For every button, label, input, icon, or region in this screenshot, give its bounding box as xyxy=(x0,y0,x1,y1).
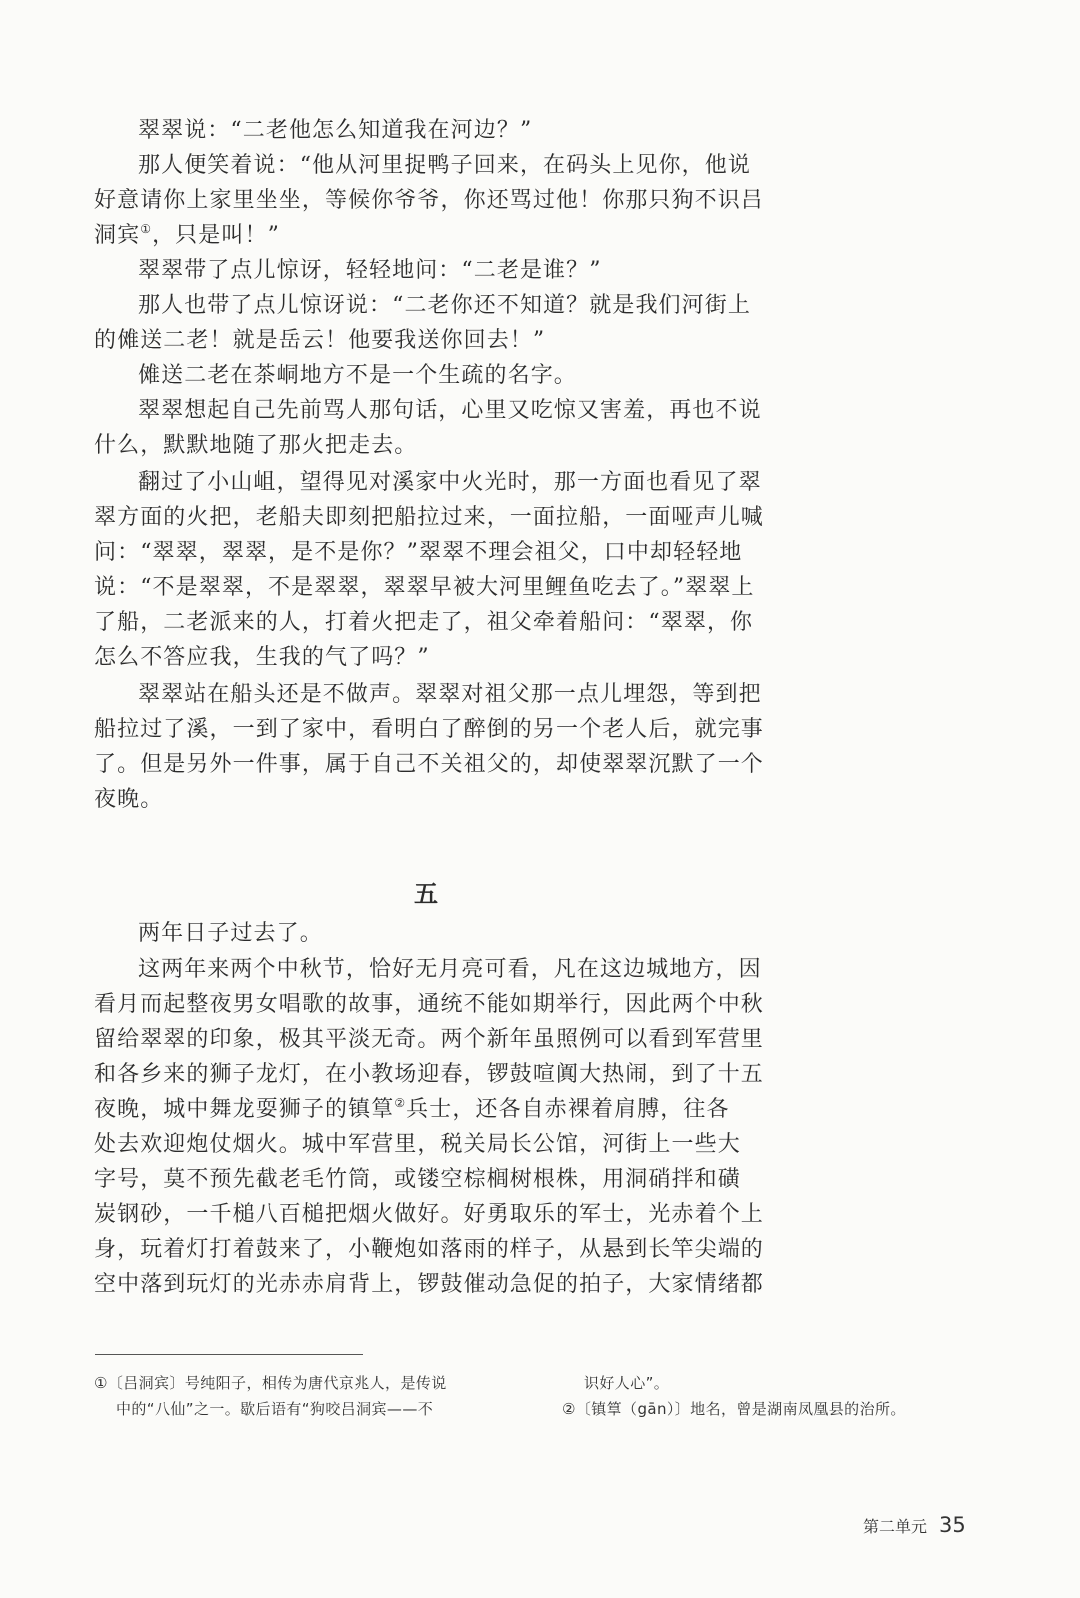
footnote-divider xyxy=(95,1354,363,1355)
paragraph-line: 翠翠说：“二老他怎么知道我在河边？” xyxy=(138,118,533,143)
paragraph-line: 船拉过了溪，一到了家中，看明白了醉倒的另一个老人后，就完事 xyxy=(94,717,764,742)
paragraph-line: 留给翠翠的印象，极其平淡无奇。两个新年虽照例可以看到军营里 xyxy=(94,1027,764,1052)
paragraph-line: 那人也带了点儿惊讶说：“二老你还不知道？就是我们河街上 xyxy=(138,293,751,318)
paragraph-line: 好意请你上家里坐坐，等候你爷爷，你还骂过他！你那只狗不识吕 xyxy=(94,188,764,213)
text-run: ，只是叫！” xyxy=(152,223,280,248)
paragraph-line: 了。但是另外一件事，属于自己不关祖父的，却使翠翠沉默了一个 xyxy=(94,752,764,777)
text-run: 洞宾 xyxy=(94,223,141,248)
paragraph-line: 字号，莫不预先截老毛竹筒，或镂空棕榈树根株，用洞硝拌和磺 xyxy=(94,1167,741,1192)
paragraph-line: 这两年来两个中秋节，恰好无月亮可看，凡在这边城地方，因 xyxy=(138,957,762,982)
text-run: 夜晚，城中舞龙耍狮子的镇筸 xyxy=(94,1097,395,1122)
paragraph-line: 空中落到玩灯的光赤赤肩背上，锣鼓催动急促的拍子，大家情绪都 xyxy=(94,1272,764,1297)
footnote-2: ②〔镇筸（gān）〕地名，曾是湖南凤凰县的治所。 xyxy=(562,1400,906,1418)
paragraph-line xyxy=(94,221,280,253)
paragraph-line: 翠翠站在船头还是不做声。翠翠对祖父那一点儿埋怨，等到把 xyxy=(138,682,762,707)
paragraph-line: 的傩送二老！就是岳云！他要我送你回去！” xyxy=(94,328,546,353)
paragraph-line: 炭钢砂，一千槌八百槌把烟火做好。好勇取乐的军士，光赤着个上 xyxy=(94,1202,764,1227)
page-number: 35 xyxy=(939,1513,966,1537)
paragraph-line: 身，玩着灯打着鼓来了，小鞭炮如落雨的样子，从悬到长竿尖端的 xyxy=(94,1237,764,1262)
paragraph-line: 和各乡来的狮子龙灯，在小教场迎春，锣鼓喧阗大热闹，到了十五 xyxy=(94,1062,764,1087)
paragraph-line: 翠翠带了点儿惊讶，轻轻地问：“二老是谁？” xyxy=(138,258,602,283)
paragraph-line: 翠方面的火把，老船夫即刻把船拉过来，一面拉船，一面哑声儿喊 xyxy=(94,505,764,530)
footnote-ref-1: ① xyxy=(140,222,153,236)
paragraph-line: 处去欢迎炮仗烟火。城中军营里，税关局长公馆，河街上一些大 xyxy=(94,1132,741,1157)
paragraph-line: 翻过了小山岨，望得见对溪家中火光时，那一方面也看见了翠 xyxy=(138,470,762,495)
footnote-1-line: ①〔吕洞宾〕号纯阳子，相传为唐代京兆人，是传说 xyxy=(94,1374,447,1392)
text-run: 兵士，还各自赤裸着肩膊，往各 xyxy=(406,1097,730,1122)
page-footer xyxy=(863,1513,966,1537)
paragraph-line: 傩送二老在茶峒地方不是一个生疏的名字。 xyxy=(138,363,577,388)
paragraph-line: 问：“翠翠，翠翠，是不是你？”翠翠不理会祖父，口中却轻轻地 xyxy=(94,540,743,565)
paragraph-line xyxy=(94,1095,730,1127)
paragraph-line: 那人便笑着说：“他从河里捉鸭子回来，在码头上见你，他说 xyxy=(138,153,751,178)
paragraph-line: 看月而起整夜男女唱歌的故事，通统不能如期举行，因此两个中秋 xyxy=(94,992,764,1017)
paragraph-line: 了船，二老派来的人，打着火把走了，祖父牵着船问：“翠翠，你 xyxy=(94,610,754,635)
footnote-1-line: 识好人心”。 xyxy=(584,1374,670,1392)
paragraph-line: 两年日子过去了。 xyxy=(138,921,323,946)
section-heading: 五 xyxy=(414,880,438,908)
paragraph-line: 说：“不是翠翠，不是翠翠，翠翠早被大河里鲤鱼吃去了。”翠翠上 xyxy=(94,575,755,600)
unit-label: 第二单元 xyxy=(863,1517,928,1536)
paragraph-line: 翠翠想起自己先前骂人那句话，心里又吃惊又害羞，再也不说 xyxy=(138,398,762,423)
paragraph-line: 怎么不答应我，生我的气了吗？” xyxy=(94,645,430,670)
paragraph-line: 夜晚。 xyxy=(94,787,164,812)
footnote-1-line: 中的“八仙”之一。歇后语有“狗咬吕洞宾——不 xyxy=(116,1400,434,1418)
footnote-ref-2: ② xyxy=(394,1096,407,1110)
paragraph-line: 什么，默默地随了那火把走去。 xyxy=(94,433,418,458)
